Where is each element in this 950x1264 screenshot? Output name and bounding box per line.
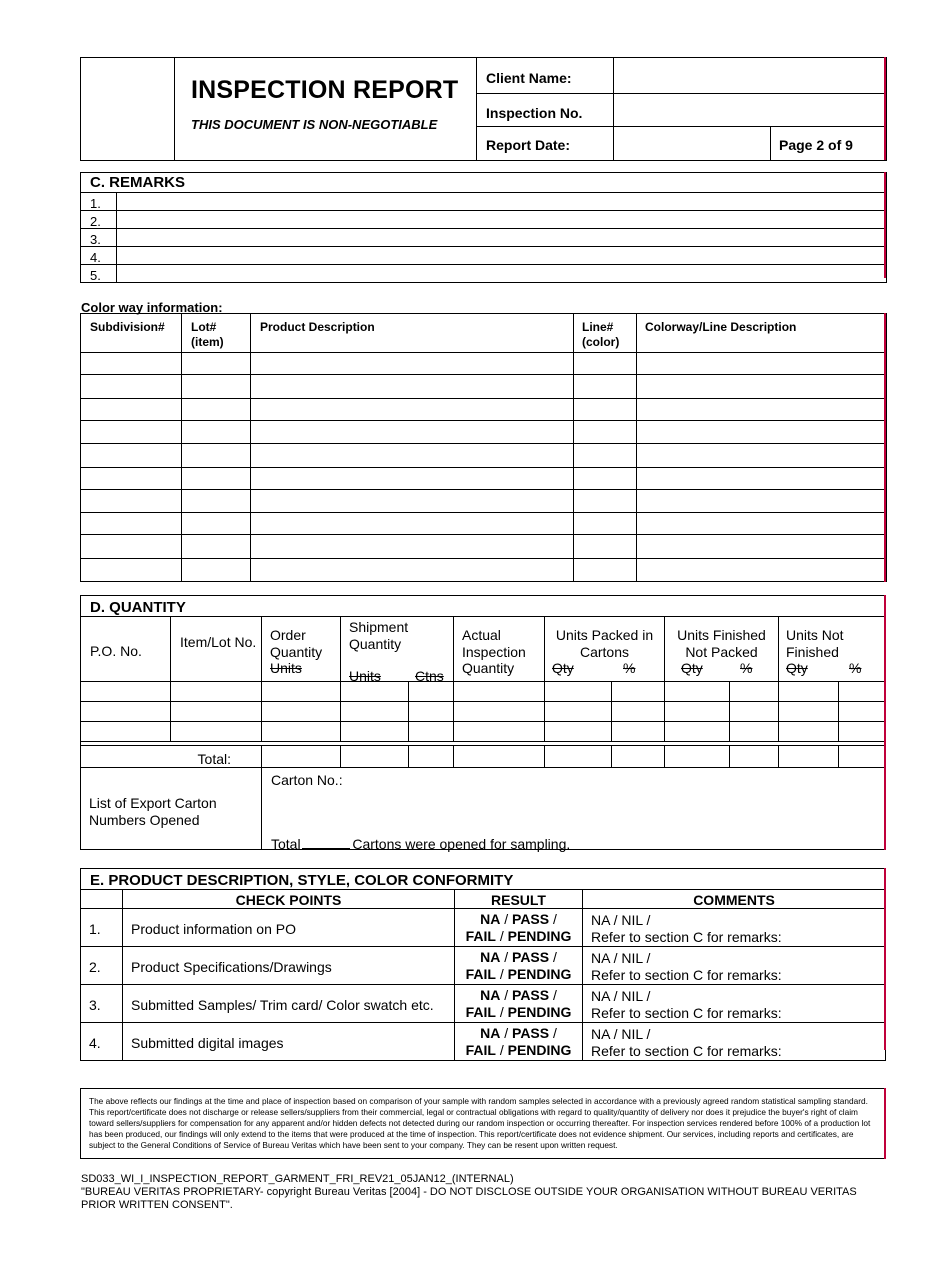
- comment-cell[interactable]: NA / NIL / Refer to section C for remarks:: [583, 1023, 886, 1061]
- total-field[interactable]: [839, 746, 886, 768]
- col-notfinished-line1: Units Not: [786, 627, 844, 643]
- check-label: Product information on PO: [131, 921, 296, 937]
- check-label: Submitted digital images: [131, 1035, 284, 1051]
- product-title: E. PRODUCT DESCRIPTION, STYLE, COLOR CONFORMITY: [90, 872, 514, 889]
- col-product-description: Product Description: [260, 320, 375, 334]
- table-row[interactable]: [81, 375, 887, 398]
- total-field[interactable]: [779, 746, 839, 768]
- comment-cell[interactable]: NA / NIL / Refer to section C for remarks:: [583, 947, 886, 985]
- col-check-points: CHECK POINTS: [235, 892, 342, 908]
- table-row[interactable]: [81, 535, 887, 558]
- col-colorway-description: Colorway/Line Description: [645, 320, 797, 334]
- table-row: [81, 1023, 886, 1061]
- remarks-section: [80, 172, 887, 283]
- remarks-accent-line: [884, 172, 886, 278]
- report-header: [80, 57, 887, 161]
- total-field[interactable]: [454, 746, 545, 768]
- carton-total-line: [271, 836, 570, 852]
- carton-list-label: List of Export Carton Numbers Opened: [89, 795, 217, 828]
- col-shipment-ctns: Ctns: [415, 668, 444, 682]
- table-row[interactable]: [81, 467, 887, 489]
- col-packed-line2: Cartons: [579, 643, 630, 660]
- col-finished-line1: Units Finished: [677, 627, 766, 643]
- colorway-accent-line: [884, 313, 886, 582]
- result-cell[interactable]: NA / PASS / FAIL / PENDING: [455, 947, 583, 985]
- total-field[interactable]: [262, 746, 341, 768]
- disclaimer-box: [80, 1088, 886, 1159]
- proprietary-notice: "BUREAU VERITAS PROPRIETARY- copyright Bureau Veritas [2004] - DO NOT DISCLOSE OUTSIDE YOUR ORGANISATION WITHOUT BUREAU VERITAS PRIOR WRITTEN CONSENT".: [81, 1186, 857, 1211]
- remark-field[interactable]: [117, 247, 887, 265]
- quantity-title: D. QUANTITY: [90, 599, 186, 616]
- result-na: NA: [480, 911, 501, 927]
- col-notfinished-qty: Qty: [786, 660, 808, 676]
- table-row[interactable]: [81, 558, 887, 581]
- total-row: [81, 746, 886, 768]
- col-packed-line1: Units Packed in: [555, 627, 654, 643]
- product-accent-line: [884, 868, 886, 1050]
- inspection-no-field[interactable]: [614, 94, 887, 127]
- title-cell: [175, 58, 477, 161]
- carton-total-input[interactable]: [302, 836, 350, 849]
- remark-field[interactable]: [117, 229, 887, 247]
- table-row: [81, 909, 886, 947]
- quantity-table: [80, 595, 886, 768]
- result-cell[interactable]: NA / PASS / FAIL / PENDING: [455, 909, 583, 947]
- total-field[interactable]: [409, 746, 454, 768]
- doc-code: SD033_WI_I_INSPECTION_REPORT_GARMENT_FRI_REV21_05JAN12_(INTERNAL): [81, 1173, 514, 1185]
- remark-field[interactable]: [117, 193, 887, 211]
- table-row[interactable]: [81, 353, 887, 375]
- page-title: INSPECTION REPORT: [191, 76, 459, 104]
- colorway-table: [80, 313, 887, 582]
- col-packed-pct: %: [623, 660, 636, 676]
- table-row[interactable]: [81, 513, 887, 535]
- col-actual-line3: Quantity: [462, 660, 515, 676]
- table-row[interactable]: [81, 444, 887, 467]
- disclaimer-accent-line: [884, 1088, 886, 1159]
- page-number: Page 2 of 9: [779, 137, 853, 153]
- report-date-label: Report Date:: [486, 137, 571, 153]
- client-name-label: Client Name:: [486, 70, 572, 86]
- col-comments: COMMENTS: [693, 892, 775, 908]
- carton-total-suffix: Cartons were opened for sampling.: [352, 836, 571, 852]
- col-finished-pct: %: [740, 660, 753, 676]
- logo-area: [81, 58, 175, 161]
- check-label: Product Specifications/Drawings: [131, 959, 332, 975]
- comment-line1: NA / NIL /: [591, 912, 651, 928]
- remark-field[interactable]: [117, 211, 887, 229]
- table-row: [81, 947, 886, 985]
- col-shipment-units: Units: [349, 668, 381, 682]
- table-row[interactable]: [81, 702, 886, 722]
- col-po-no: P.O. No.: [90, 643, 142, 659]
- comment-line2: Refer to section C for remarks:: [591, 929, 782, 945]
- check-label: Submitted Samples/ Trim card/ Color swatch etc.: [131, 997, 434, 1013]
- col-notfinished-pct: %: [849, 660, 862, 676]
- result-cell[interactable]: NA / PASS / FAIL / PENDING: [455, 985, 583, 1023]
- col-finished-qty: Qty: [681, 660, 703, 676]
- remark-number: 4.: [90, 250, 101, 265]
- total-field[interactable]: [341, 746, 409, 768]
- result-pass: PASS: [512, 911, 550, 927]
- carton-divider: [261, 768, 262, 849]
- total-field[interactable]: [545, 746, 612, 768]
- report-date-field[interactable]: [614, 127, 771, 161]
- inspection-no-label: Inspection No.: [486, 105, 583, 121]
- total-field[interactable]: [665, 746, 730, 768]
- table-row[interactable]: [81, 489, 887, 512]
- col-packed-qty: Qty: [552, 660, 574, 676]
- remark-number: 5.: [90, 268, 101, 283]
- check-number: 3.: [89, 997, 101, 1013]
- col-actual-line1: Actual: [462, 627, 501, 643]
- colorway-title: Color way information:: [81, 300, 223, 315]
- header-accent-line: [884, 57, 886, 160]
- client-name-field[interactable]: [614, 58, 887, 94]
- carton-total-prefix: Total: [271, 836, 301, 852]
- remark-number: 1.: [90, 196, 101, 211]
- remarks-title: C. REMARKS: [90, 174, 186, 191]
- col-result: RESULT: [491, 892, 546, 908]
- product-conformity-table: [80, 868, 886, 1061]
- carton-no-label: Carton No.:: [271, 772, 343, 788]
- col-lot: Lot# (item): [191, 320, 224, 349]
- result-pending: PENDING: [507, 928, 572, 944]
- carton-list-box: [80, 767, 885, 850]
- table-row[interactable]: [81, 420, 887, 443]
- remark-number: 3.: [90, 232, 101, 247]
- table-row[interactable]: [81, 398, 887, 420]
- check-number: 1.: [89, 921, 101, 937]
- col-shipment-line2: Quantity: [349, 635, 402, 652]
- col-shipment-line1: Shipment: [349, 619, 409, 635]
- total-field[interactable]: [612, 746, 665, 768]
- col-actual-line2: Inspection: [462, 643, 526, 660]
- col-order-line1: Order: [270, 627, 306, 643]
- page-subtitle: THIS DOCUMENT IS NON-NEGOTIABLE: [191, 117, 438, 132]
- disclaimer-text: The above reflects our findings at the time and place of inspection based on comparison of your sample with random samples selected in accordance with a previously agreed random statistical sampling standard. This report/certificate does not discharge or release sellers/suppliers from their commercial, legal or contractual obligations with regard to quality/quantity of delivery nor does it prejudice the buyer's right of claim toward sellers/suppliers for compensation for any apparent and/or hidden defects not detected during our random inspection or occurring thereafter. For inspection services rendered before 100% of a production lot has been produced, our findings will only extend to the items that were produced at the time of inspection. This report/certificate does not evidence shipment. Our services, including reports and certificates, are subject to the General Conditions of Service of Bureau Veritas which have been sent to your company. They can be resent upon written request.: [89, 1096, 871, 1150]
- result-fail: FAIL: [465, 928, 496, 944]
- col-subdivision: Subdivision#: [90, 320, 165, 334]
- col-order-line3: Units: [270, 660, 302, 676]
- table-row[interactable]: [81, 722, 886, 742]
- quantity-accent-line: [884, 595, 886, 850]
- table-row: [81, 985, 886, 1023]
- table-row[interactable]: [81, 682, 886, 702]
- remark-field[interactable]: [117, 265, 887, 283]
- col-item-lot: Item/Lot No.: [180, 634, 257, 650]
- comment-cell[interactable]: NA / NIL / Refer to section C for remarks:: [583, 985, 886, 1023]
- check-number: 2.: [89, 959, 101, 975]
- total-field[interactable]: [730, 746, 779, 768]
- check-number: 4.: [89, 1035, 101, 1051]
- comment-cell[interactable]: [583, 909, 886, 947]
- col-finished-line2: Not Packed: [685, 643, 758, 660]
- remark-number: 2.: [90, 214, 101, 229]
- total-label: Total:: [197, 751, 231, 767]
- col-line: Line# (color): [582, 320, 620, 349]
- col-notfinished-line2: Finished: [786, 643, 839, 660]
- col-order-line2: Quantity: [270, 643, 323, 660]
- result-cell[interactable]: NA / PASS / FAIL / PENDING: [455, 1023, 583, 1061]
